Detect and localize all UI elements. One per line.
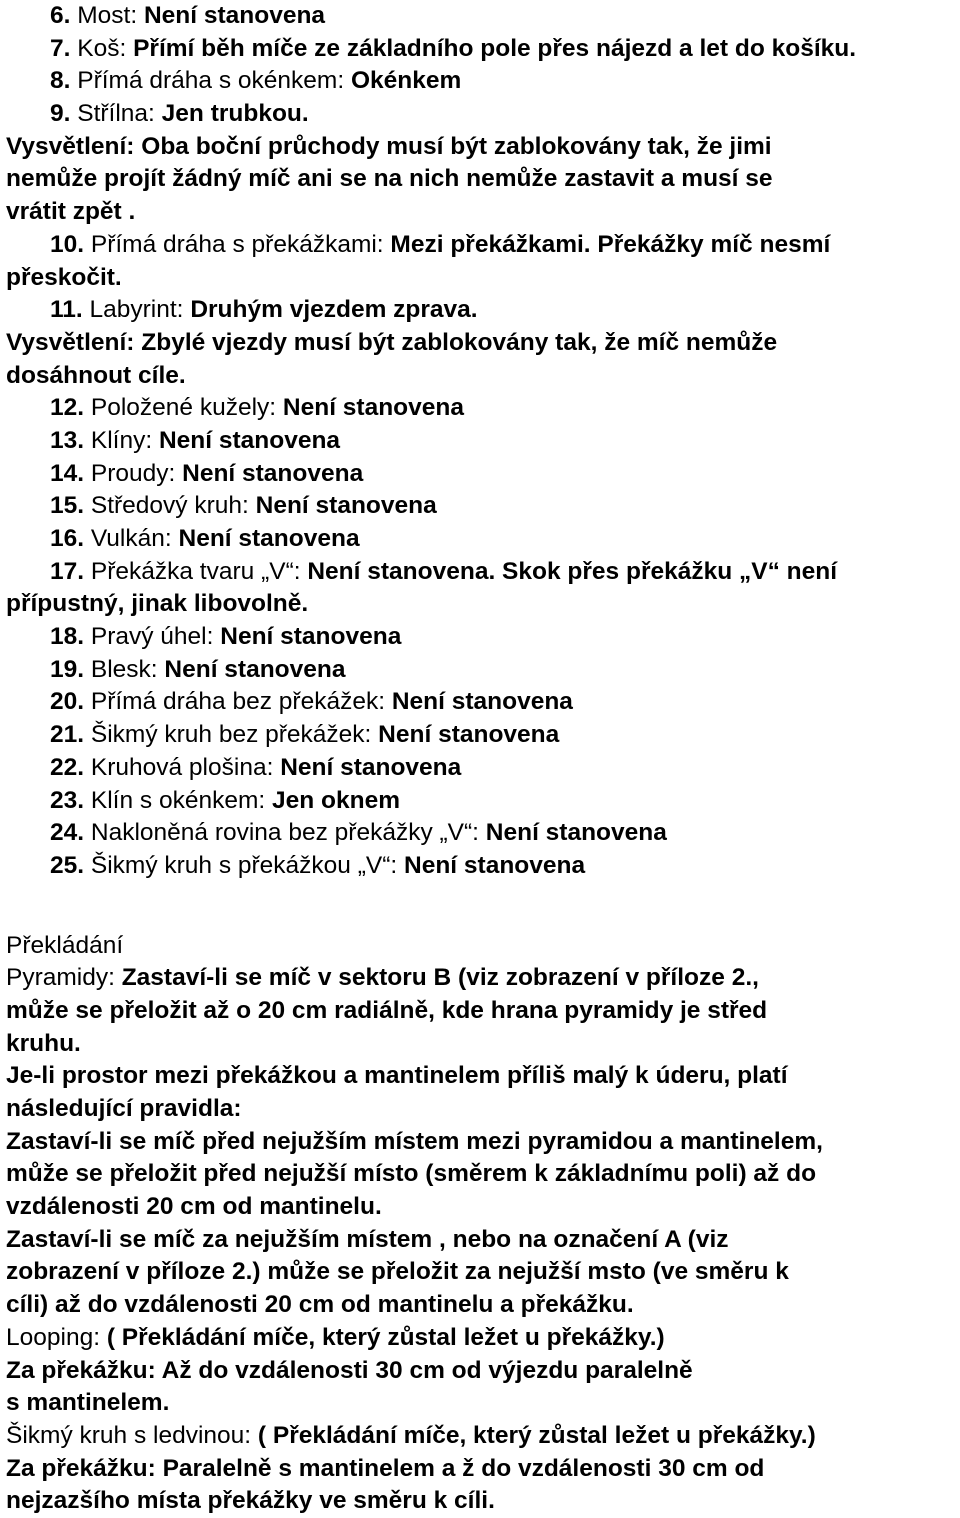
explanation-1-line-1: Vysvětlení: Oba boční průchody musí být zablokovány tak, že jimi	[6, 132, 772, 160]
item-value: Není stanovena	[158, 426, 341, 454]
item-value: Není stanovena	[178, 525, 360, 552]
rule-item-7	[6, 33, 956, 66]
item-value: Není stanovena	[378, 721, 560, 749]
item-number: 7.	[50, 34, 71, 62]
item-number: 20.	[50, 688, 85, 716]
rule-item-17	[6, 556, 956, 589]
rule-item-24	[6, 817, 956, 850]
sikmy-label: Šikmý kruh s ledvinou:	[6, 1421, 258, 1449]
item-number: 17.	[50, 557, 85, 585]
rule-item-11	[6, 294, 956, 327]
item-label: Překážka tvaru „V“:	[84, 557, 308, 585]
looping-line-1	[6, 1322, 956, 1355]
rule-item-17-continuation: přípustný, jinak libovolně.	[6, 590, 309, 618]
item-number: 13.	[50, 426, 85, 454]
sikmy-line-3: nejzazšího místa překážky ve směru k cíli.	[6, 1487, 495, 1515]
pyramidy-text: Zastaví-li se míč v sektoru B (viz zobrazení v příloze 2.,	[121, 964, 759, 992]
item-value: Není stanovena	[280, 753, 462, 781]
item-value: Jen oknem	[271, 786, 400, 814]
item-number: 22.	[50, 753, 85, 781]
item-value: Není stanovena	[404, 851, 586, 879]
za-line-2: zobrazení v příloze 2.) může se přeložit za nejužší msto (ve směru k	[6, 1258, 789, 1286]
rule-item-10	[6, 229, 956, 262]
item-number: 6.	[50, 2, 71, 29]
item-value: Přímí běh míče ze základního pole přes nájezd a let do košíku.	[133, 34, 857, 62]
explanation-2-line-2: dosáhnout cíle.	[6, 361, 186, 389]
looping-text: ( Překládání míče, který zůstal ležet u překážky.)	[106, 1323, 665, 1351]
pyramidy-line-1	[6, 962, 956, 995]
item-value: Mezi překážkami. Překážky míč nesmí	[390, 230, 831, 258]
item-number: 15.	[50, 492, 85, 520]
section-heading-prekladani: Překládání	[6, 931, 124, 959]
item-value: Okénkem	[350, 67, 462, 95]
item-value: Není stanovena	[485, 819, 667, 847]
explanation-1-line-3: vrátit zpět .	[6, 198, 136, 226]
rule-item-14	[6, 458, 956, 491]
item-number: 16.	[50, 525, 85, 552]
item-value: Není stanovena. Skok přes překážku „V“ není	[307, 557, 838, 585]
item-number: 12.	[50, 394, 85, 422]
item-label: Pravý úhel:	[84, 623, 221, 651]
item-number: 10.	[50, 230, 85, 258]
rule-item-10-continuation: přeskočit.	[6, 263, 122, 291]
item-label: Střílna:	[70, 100, 162, 128]
item-value: Není stanovena	[164, 655, 346, 683]
item-label: Blesk:	[84, 655, 165, 683]
item-label: Klín s okénkem:	[84, 786, 272, 814]
rule-item-23	[6, 785, 956, 818]
item-value: Jen trubkou.	[161, 100, 309, 128]
rule-item-15	[6, 490, 956, 523]
za-line-1: Zastaví-li se míč za nejužším místem , nebo na označení A (viz	[6, 1225, 729, 1253]
item-value: Není stanovena	[391, 688, 573, 716]
item-label: Přímá dráha s okénkem:	[70, 67, 351, 95]
item-label: Přímá dráha bez překážek:	[84, 688, 392, 716]
za-line-3: cíli) až do vzdálenosti 20 cm od mantinelu a překážku.	[6, 1291, 634, 1319]
sikmy-text: ( Překládání míče, který zůstal ležet u překážky.)	[257, 1421, 816, 1449]
jeli-line-1: Je-li prostor mezi překážkou a mantinelem příliš malý k úderu, platí	[6, 1062, 788, 1090]
pred-line-3: vzdálenosti 20 cm od mantinelu.	[6, 1193, 382, 1221]
rule-item-6	[6, 0, 956, 33]
rule-item-20	[6, 686, 956, 719]
section-spacer	[6, 883, 956, 930]
item-label: Položené kužely:	[84, 394, 283, 422]
item-number: 24.	[50, 819, 85, 847]
looping-label: Looping:	[6, 1323, 107, 1351]
item-label: Most:	[70, 2, 144, 29]
pyramidy-line-2: může se přeložit až o 20 cm radiálně, kde hrana pyramidy je střed	[6, 996, 768, 1024]
item-label: Kruhová plošina:	[84, 753, 281, 781]
pyramidy-line-3: kruhu.	[6, 1029, 81, 1057]
item-label: Šikmý kruh bez překážek:	[84, 721, 379, 749]
item-value: Není stanovena	[182, 459, 364, 487]
item-number: 11.	[50, 296, 83, 324]
item-value: Druhým vjezdem zprava.	[190, 296, 478, 324]
item-label: Labyrint:	[82, 296, 191, 324]
rule-item-16	[6, 523, 956, 556]
item-label: Vulkán:	[84, 525, 179, 552]
item-label: Přímá dráha s překážkami:	[84, 230, 391, 258]
pred-line-2: může se přeložit před nejužší místo (směrem k základnímu poli) až do	[6, 1160, 817, 1188]
item-number: 19.	[50, 655, 85, 683]
rule-item-22	[6, 752, 956, 785]
item-number: 21.	[50, 721, 85, 749]
item-number: 14.	[50, 459, 85, 487]
looping-line-3: s mantinelem.	[6, 1389, 170, 1417]
item-label: Proudy:	[84, 459, 183, 487]
pyramidy-label: Pyramidy:	[6, 964, 122, 992]
rule-item-21	[6, 719, 956, 752]
rules-document	[6, 0, 956, 1518]
item-label: Koš:	[70, 34, 134, 62]
rule-item-9	[6, 98, 956, 131]
rule-item-18	[6, 621, 956, 654]
item-label: Středový kruh:	[84, 492, 256, 520]
jeli-line-2: následující pravidla:	[6, 1095, 242, 1122]
item-number: 9.	[50, 100, 71, 128]
pred-line-1: Zastaví-li se míč před nejužším místem mezi pyramidou a mantinelem,	[6, 1127, 823, 1155]
item-label: Šikmý kruh s překážkou „V“:	[84, 851, 405, 879]
looping-line-2: Za překážku: Až do vzdálenosti 30 cm od výjezdu paralelně	[6, 1356, 693, 1384]
item-value: Není stanovena	[220, 623, 402, 651]
item-number: 18.	[50, 623, 85, 651]
item-number: 8.	[50, 67, 71, 95]
item-number: 23.	[50, 786, 85, 814]
item-number: 25.	[50, 851, 85, 879]
explanation-1-line-2: nemůže projít žádný míč ani se na nich nemůže zastavit a musí se	[6, 165, 773, 193]
item-label: Klíny:	[84, 426, 159, 454]
rule-item-8	[6, 65, 956, 98]
rule-item-13	[6, 425, 956, 458]
item-value: Není stanovena	[282, 394, 464, 422]
explanation-2-line-1: Vysvětlení: Zbylé vjezdy musí být zablokovány tak, že míč nemůže	[6, 328, 778, 356]
sikmy-line-1	[6, 1420, 956, 1453]
item-value: Není stanovena	[255, 492, 437, 520]
rule-item-25	[6, 850, 956, 883]
sikmy-line-2: Za překážku: Paralelně s mantinelem a ž do vzdálenosti 30 cm od	[6, 1454, 765, 1482]
item-value: Není stanovena	[143, 2, 326, 29]
rule-item-19	[6, 654, 956, 687]
rule-item-12	[6, 392, 956, 425]
item-label: Nakloněná rovina bez překážky „V“:	[84, 819, 486, 847]
